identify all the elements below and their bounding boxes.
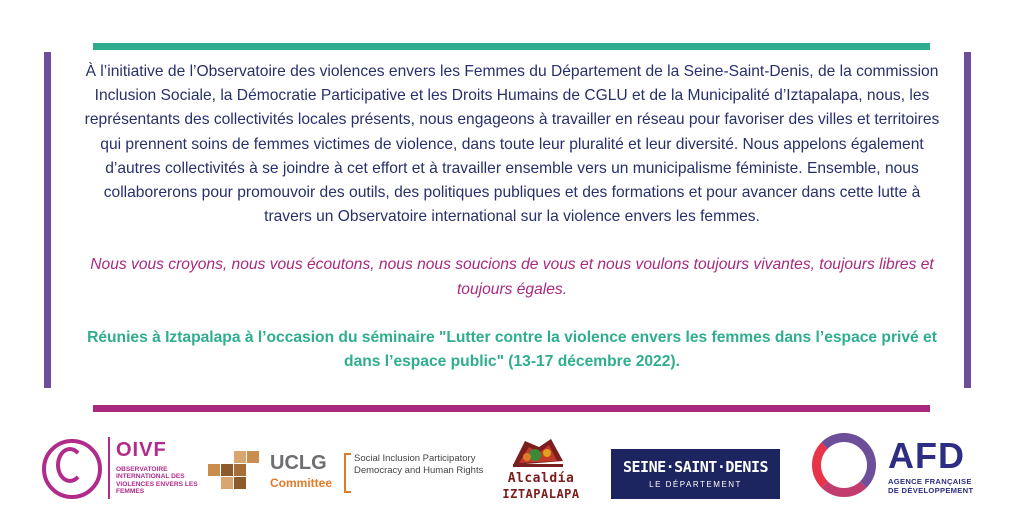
oivf-divider bbox=[108, 437, 110, 499]
oivf-logo bbox=[40, 433, 205, 503]
ssd-subtitle: LE DÉPARTEMENT bbox=[649, 480, 742, 489]
partner-logos-row bbox=[0, 425, 1024, 512]
statement-main-paragraph: À l’initiative de l’Observatoire des violences envers les Femmes du Département de la Seine-Saint-Denis, de la commission Inclusion Sociale, la Démocratie Participative et les Droits Humains de CGLU et de la Municipalité d’Iztapalapa, nous, les représentants des collectivités locales présents, nous engageons à travailler en réseau pour favoriser des villes et territoires qui prennent soins de femmes victimes de violence, dans toute leur pluralité et leur diversité. Nous appelons également d’autres collectivités à se joindre à cet effort et à travailler ensemble vers un municipalisme féministe. Ensemble, nous collaborerons pour promouvoir des outils, des politiques publiques et des formations et pour avancer dans cette lutte à travers un Observatoire international sur la violence envers les femmes. bbox=[84, 63, 940, 226]
afd-logo bbox=[812, 433, 982, 505]
right-accent-bar bbox=[964, 52, 971, 388]
statement-text-block bbox=[78, 60, 946, 374]
statement-italic-paragraph: Nous vous croyons, nous vous écoutons, nous nous soucions de vous et nous voulons toujours vivantes, toujours libres et toujours égales. bbox=[90, 256, 934, 298]
oivf-name: OIVF bbox=[116, 439, 167, 461]
alcaldia-line1: Alcaldía bbox=[507, 471, 575, 486]
ssd-name: SEINE·SAINT·DENIS bbox=[622, 458, 769, 476]
uclg-bracket bbox=[344, 453, 351, 493]
statement-closing-paragraph: Réunies à Iztapalapa à l’occasion du séminaire "Lutter contre la violence envers les femmes dans l’espace privé et dans l’espace public" (13-17 décembre 2022). bbox=[87, 328, 937, 371]
alcaldia-iztapalapa-logo bbox=[483, 427, 599, 509]
left-accent-bar bbox=[44, 52, 51, 388]
top-accent-bar bbox=[93, 43, 930, 50]
afd-ring-icon bbox=[812, 433, 876, 497]
seine-saint-denis-logo bbox=[611, 449, 780, 499]
iztapalapa-glyph-icon bbox=[505, 435, 571, 469]
afd-name: AFD bbox=[888, 435, 965, 476]
afd-subtitle: AGENCE FRANÇAISE DE DÉVELOPPEMENT bbox=[888, 477, 974, 495]
uclg-committee: Committee bbox=[270, 476, 333, 490]
bottom-accent-bar bbox=[93, 405, 930, 412]
uclg-mosaic-icon bbox=[208, 451, 262, 489]
alcaldia-line2: IZTAPALAPA bbox=[502, 487, 580, 501]
uclg-name: UCLG bbox=[270, 452, 327, 474]
oivf-face-icon bbox=[56, 447, 84, 483]
uclg-description: Social Inclusion Participatory Democracy and Human Rights bbox=[354, 453, 484, 476]
uclg-logo bbox=[208, 443, 484, 498]
oivf-subtitle: OBSERVATOIRE INTERNATIONAL DES VIOLENCES ENVERS LES FEMMES bbox=[116, 466, 198, 496]
